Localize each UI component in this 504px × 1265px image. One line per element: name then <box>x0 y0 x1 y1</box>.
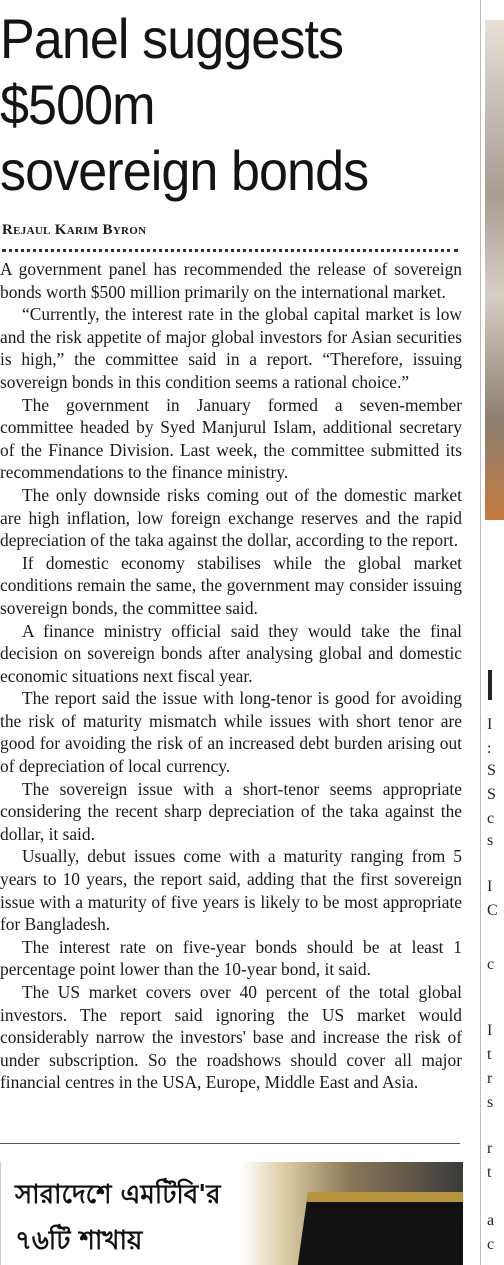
adjacent-text-fragment: C <box>487 902 498 919</box>
adjacent-text-fragment: a <box>487 1212 495 1229</box>
adjacent-text-fragment: s <box>487 1094 494 1111</box>
adjacent-text-fragment: t <box>487 1046 492 1063</box>
paragraph: The government in January formed a seven-member committee headed by Syed Manjurul Islam, additional secretary of the Finance Division. Last week, the committee submitted its recommendations to the finance ministry. <box>0 394 462 483</box>
bank-advertisement <box>0 1162 463 1265</box>
article-body <box>0 258 462 1094</box>
section-rule <box>0 1143 460 1144</box>
adjacent-text-fragment: c <box>487 956 495 973</box>
ad-headline-1: সারাদেশে এমটিবি'র <box>15 1180 221 1210</box>
paragraph: Usually, debut issues come with a maturity ranging from 5 years to 10 years, the report said, adding that the first sovereign issue with a maturity of five years is likely to be most appropriate for Bangladesh. <box>0 846 462 935</box>
byline: Rejaul Karim Byron <box>2 222 147 238</box>
paragraph: The only downside risks coming out of the domestic market are high inflation, low foreign exchange reserves and the rapid depreciation of the taka against the dollar, according to the report. <box>0 484 462 551</box>
adjacent-heading-mark <box>488 670 492 700</box>
adjacent-text-fragment: I <box>487 878 493 895</box>
kaaba-image <box>294 1192 463 1265</box>
paragraph: The interest rate on five-year bonds should be at least 1 percentage point lower than the 10-year bond, it said. <box>0 936 462 980</box>
adjacent-text-fragment: t <box>487 1164 492 1181</box>
adjacent-column <box>480 0 504 1265</box>
adjacent-text-fragment: c <box>487 810 495 827</box>
adjacent-text-fragment: I <box>487 716 493 733</box>
adjacent-text-fragment: S <box>487 786 496 803</box>
adjacent-text-fragment: I <box>487 1022 493 1039</box>
paragraph: The US market covers over 40 percent of the total global investors. The report said ignoring the US market would considerably narrow the investors' base and increase the risk of under subscription. So the roadshows should cover all major financial centres in the USA, Europe, Middle East and Asia. <box>0 982 462 1093</box>
paragraph: If domestic economy stabilises while the global market conditions remain the same, the government may consider issuing sovereign bonds, the committee said. <box>0 552 462 618</box>
paragraph: “Currently, the interest rate in the global capital market is low and the risk appetite of major global investors for Asian securities is high,” the committee said in a report. “Therefore, issuing sovereign bonds in this condition seems a rational choice.” <box>0 304 462 392</box>
adjacent-photo <box>485 20 504 520</box>
adjacent-text-fragment: s <box>487 832 494 849</box>
paragraph: The report said the issue with long-tenor is good for avoiding the risk of maturity mismatch while issues with short tenor are good for avoiding the risk of an increased debt burden arising out of depreciation of local currency. <box>0 688 462 777</box>
ad-headline-2: ৭৬টি শাখায় <box>15 1226 143 1256</box>
paragraph: A finance ministry official said they would take the final decision on sovereign bonds after analysing global and domestic economic situations next fiscal year. <box>0 620 462 686</box>
dotted-divider <box>2 249 458 252</box>
paragraph: The sovereign issue with a short-tenor seems appropriate considering the recent sharp depreciation of the taka against the dollar, it said. <box>0 778 462 844</box>
headline-line-1: Panel suggests $500m <box>0 7 344 136</box>
adjacent-text-fragment: c <box>487 1236 495 1253</box>
adjacent-text-fragment: : <box>487 740 492 757</box>
adjacent-text-fragment: S <box>487 762 496 779</box>
paragraph: A government panel has recommended the release of sovereign bonds worth $500 million primarily on the international market. <box>0 259 462 302</box>
headline-line-2: sovereign bonds <box>0 139 369 202</box>
adjacent-text-fragment: r <box>487 1070 493 1087</box>
headline <box>0 0 465 204</box>
adjacent-text-fragment: r <box>487 1140 493 1157</box>
